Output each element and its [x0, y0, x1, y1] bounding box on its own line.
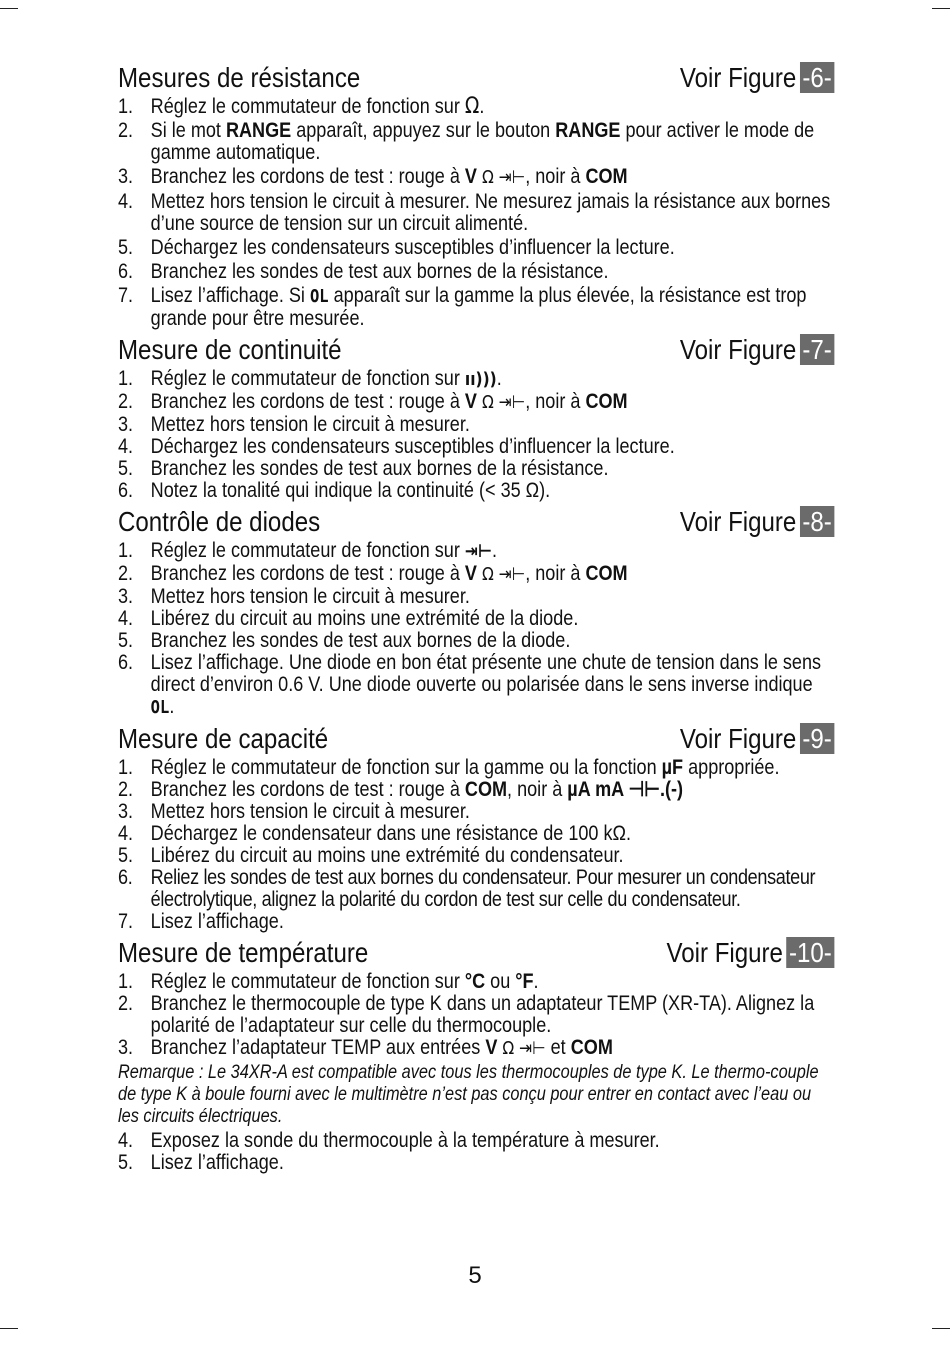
list-item: 3. Mettez hors tension le circuit à mesurer.: [118, 800, 470, 823]
temperature-steps: [118, 971, 834, 1060]
list-item: 3. Branchez l’adaptateur TEMP aux entrées V Ω ⇥⊢ et COM: [118, 1036, 613, 1059]
list-item: 7. Lisez l’affichage.: [118, 910, 284, 933]
crop-mark: [0, 8, 18, 9]
list-item: 1. Réglez le commutateur de fonction sur ⇥⊢.: [118, 539, 498, 562]
temperature-note: Remarque : Le 34XR-A est compatible avec tous les thermocouples de type K. Le thermo-couple de type K à boule fourni avec le multimètre n’est pas conçu pour entrer en contact avec l’eau ou les circuits électriques.: [118, 1062, 819, 1127]
figure-number: -8-: [800, 506, 835, 537]
overload-display-icon: OL: [150, 697, 170, 718]
section-header-capacitance: [118, 721, 834, 755]
figure-reference: Voir Figure -6-: [680, 62, 834, 94]
section-header-temperature: [118, 935, 834, 969]
overload-display-icon: OL: [309, 286, 329, 307]
list-item: 1. Réglez le commutateur de fonction sur °C ou °F.: [118, 970, 539, 993]
section-title: Mesures de résistance: [118, 62, 361, 93]
page-number: 5: [468, 1262, 482, 1289]
figure-reference: Voir Figure -7-: [680, 334, 834, 366]
figure-reference: Voir Figure -10-: [667, 937, 835, 969]
manual-page: [118, 58, 834, 1174]
crop-mark: [0, 1328, 18, 1329]
continuity-steps: [118, 368, 834, 502]
list-item: 2. Branchez les cordons de test : rouge à V Ω ⇥⊢, noir à COM: [118, 390, 628, 413]
list-item: 2. Branchez les cordons de test : rouge à V Ω ⇥⊢, noir à COM: [118, 562, 628, 585]
list-item: 7. Lisez l’affichage. Si OL apparaît sur la gamme la plus élevée, la résistance est trop grande pour être mesurée.: [118, 284, 807, 330]
list-item: 5. Lisez l’affichage.: [118, 1151, 284, 1174]
temperature-steps-continued: [118, 1130, 834, 1174]
ohm-diode-icon: Ω ⇥⊢: [481, 564, 526, 585]
ohm-diode-icon: Ω ⇥⊢: [481, 167, 526, 188]
section-title: Mesure de continuité: [118, 334, 342, 365]
section-header-resistance: [118, 60, 834, 94]
list-item: 6. Notez la tonalité qui indique la continuité (< 35 Ω).: [118, 479, 551, 502]
list-item: 1. Réglez le commutateur de fonction sur ıı))).: [118, 367, 502, 390]
list-item: 3. Mettez hors tension le circuit à mesurer.: [118, 413, 470, 436]
list-item: 2. Si le mot RANGE apparaît, appuyez sur le bouton RANGE pour activer le mode de gamme automatique.: [118, 119, 815, 164]
list-item: 4. Exposez la sonde du thermocouple à la température à mesurer.: [118, 1129, 660, 1152]
ohm-diode-icon: Ω ⇥⊢: [502, 1038, 546, 1059]
diode-icon: ⇥⊢: [464, 541, 493, 562]
section-header-continuity: [118, 332, 834, 366]
list-item: 4. Libérez du circuit au moins une extrémité de la diode.: [118, 607, 579, 630]
list-item: 1. Réglez le commutateur de fonction sur la gamme ou la fonction µF appropriée.: [118, 756, 780, 779]
figure-number: -6-: [800, 62, 835, 93]
diode-steps: [118, 540, 834, 719]
capacitance-steps: [118, 757, 834, 933]
list-item: 3. Branchez les cordons de test : rouge à V Ω ⇥⊢, noir à COM: [118, 165, 628, 188]
list-item: 6. Reliez les sondes de test aux bornes du condensateur. Pour mesurer un condensateur électrolytique, alignez la polarité du cordon de test sur celle du condensateur.: [118, 866, 816, 911]
ohm-diode-icon: Ω ⇥⊢: [481, 392, 526, 413]
list-item: 4. Déchargez les condensateurs susceptibles d’influencer la lecture.: [118, 435, 675, 458]
list-item: 6. Lisez l’affichage. Une diode en bon état présente une chute de tension dans le sens direct d’environ 0.6 V. Une diode ouverte ou polarisée dans le sens inverse indique OL.: [118, 651, 822, 718]
section-title: Mesure de température: [118, 937, 369, 968]
figure-number: -7-: [800, 334, 835, 365]
figure-reference: Voir Figure -8-: [680, 506, 834, 538]
list-item: 6. Branchez les sondes de test aux bornes de la résistance.: [118, 260, 609, 283]
section-title: Mesure de capacité: [118, 723, 329, 754]
list-item: 2. Branchez les cordons de test : rouge à COM, noir à µA mA ⊣⊢.(-): [118, 778, 684, 801]
list-item: 1. Réglez le commutateur de fonction sur Ω.: [118, 94, 485, 119]
resistance-steps: [118, 96, 834, 330]
continuity-beep-icon: ıı))): [464, 369, 497, 390]
list-item: 2. Branchez le thermocouple de type K dans un adaptateur TEMP (XR-TA). Alignez la polarité de l’adaptateur sur celle du thermocouple.: [118, 992, 815, 1037]
crop-mark: [932, 8, 950, 9]
figure-number: -9-: [800, 723, 835, 754]
section-title: Contrôle de diodes: [118, 506, 321, 537]
list-item: 5. Branchez les sondes de test aux bornes de la diode.: [118, 629, 571, 652]
list-item: 5. Libérez du circuit au moins une extrémité du condensateur.: [118, 844, 624, 867]
list-item: 4. Mettez hors tension le circuit à mesurer. Ne mesurez jamais la résistance aux bornes d’une source de tension sur un circuit alimenté.: [118, 190, 831, 235]
crop-mark: [932, 1328, 950, 1329]
list-item: 4. Déchargez le condensateur dans une résistance de 100 kΩ.: [118, 822, 632, 845]
figure-number: -10-: [786, 937, 834, 968]
list-item: 3. Mettez hors tension le circuit à mesurer.: [118, 585, 470, 608]
ohm-icon: Ω: [464, 94, 480, 119]
list-item: 5. Branchez les sondes de test aux bornes de la résistance.: [118, 457, 609, 480]
section-header-diodes: [118, 504, 834, 538]
list-item: 5. Déchargez les condensateurs susceptibles d’influencer la lecture.: [118, 236, 675, 259]
figure-reference: Voir Figure -9-: [680, 723, 834, 755]
